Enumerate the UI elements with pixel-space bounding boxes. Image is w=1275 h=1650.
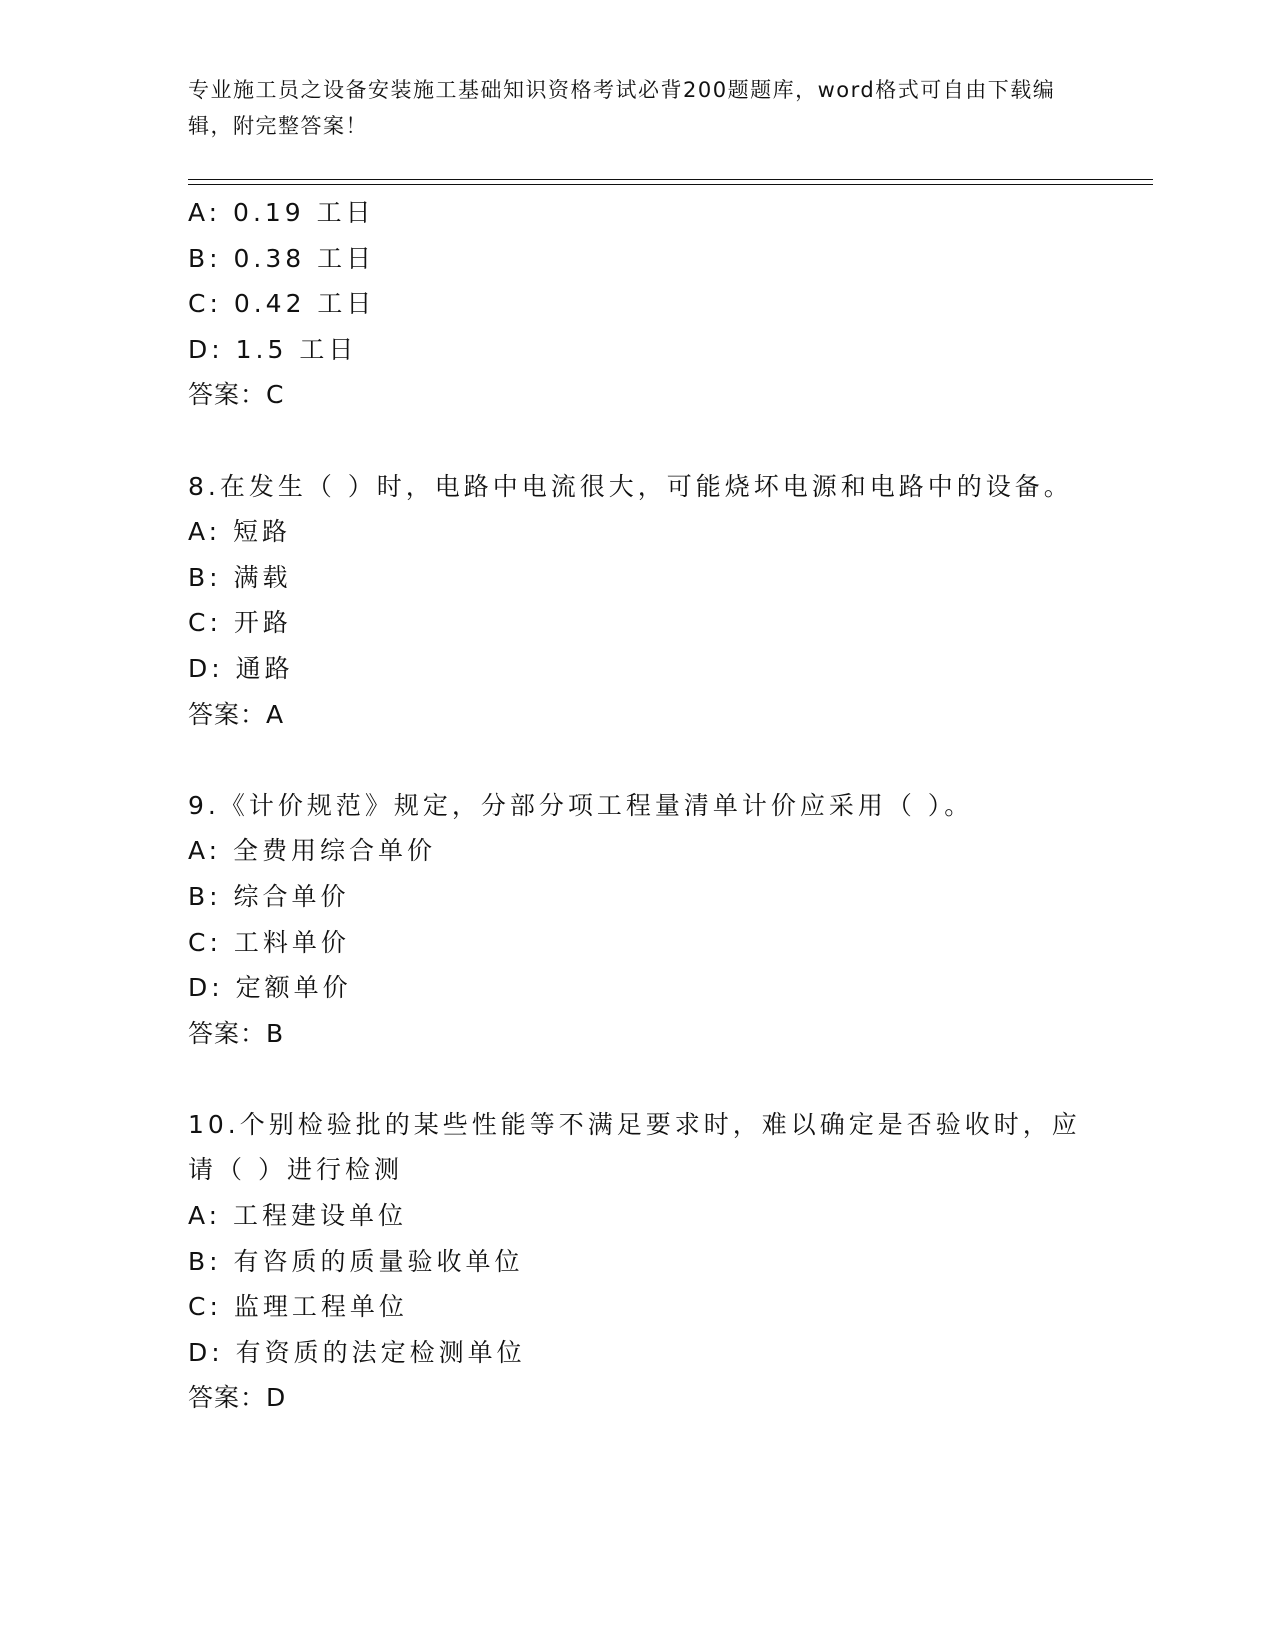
option-a: A: 工程建设单位: [188, 1201, 408, 1231]
answer: 答案：B: [188, 1018, 285, 1048]
option-b: B: 有咨质的质量验收单位: [188, 1246, 524, 1276]
option-d: D: 定额单价: [188, 973, 352, 1003]
question-text: 10.个别检验批的某些性能等不满足要求时，难以确定是否验收时，应请（ ）进行检测: [188, 1109, 1081, 1185]
option-a: A: 全费用综合单价: [188, 836, 437, 866]
option-b: B: 满载: [188, 562, 292, 592]
option-a: A: 短路: [188, 517, 292, 547]
document-header: 专业施工员之设备安装施工基础知识资格考试必背200题题库，word格式可自由下载编辑，附完整答案！: [188, 78, 1056, 138]
header-divider-top: [188, 179, 1153, 180]
answer: 答案：A: [188, 699, 285, 729]
spacer: [188, 418, 1108, 464]
question-text: 9.《计价规范》规定，分部分项工程量清单计价应采用（ ）。: [188, 790, 974, 820]
question-text: 8.在发生（ ）时，电路中电流很大，可能烧坏电源和电路中的设备。: [188, 471, 1073, 501]
option-c: C: 开路: [188, 608, 292, 638]
question-9: [188, 783, 1108, 1057]
option-d: D: 通路: [188, 653, 294, 683]
answer: 答案：D: [188, 1383, 287, 1413]
question-7: [188, 190, 1108, 418]
option-d: D: 1.5 工日: [188, 334, 358, 364]
spacer: [188, 737, 1108, 783]
spacer: [188, 1056, 1108, 1102]
answer: 答案：C: [188, 380, 285, 410]
question-8: [188, 464, 1108, 738]
option-a: A: 0.19 工日: [188, 198, 375, 227]
question-list: [188, 190, 1108, 1421]
option-d: D: 有资质的法定检测单位: [188, 1337, 526, 1367]
question-10: [188, 1102, 1108, 1421]
option-c: C: 监理工程单位: [188, 1292, 408, 1322]
option-b: B: 综合单价: [188, 881, 350, 911]
option-c: C: 工料单价: [188, 927, 350, 957]
option-b: B: 0.38 工日: [188, 243, 376, 273]
option-c: C: 0.42 工日: [188, 289, 376, 319]
header-divider-bottom: [188, 184, 1153, 185]
